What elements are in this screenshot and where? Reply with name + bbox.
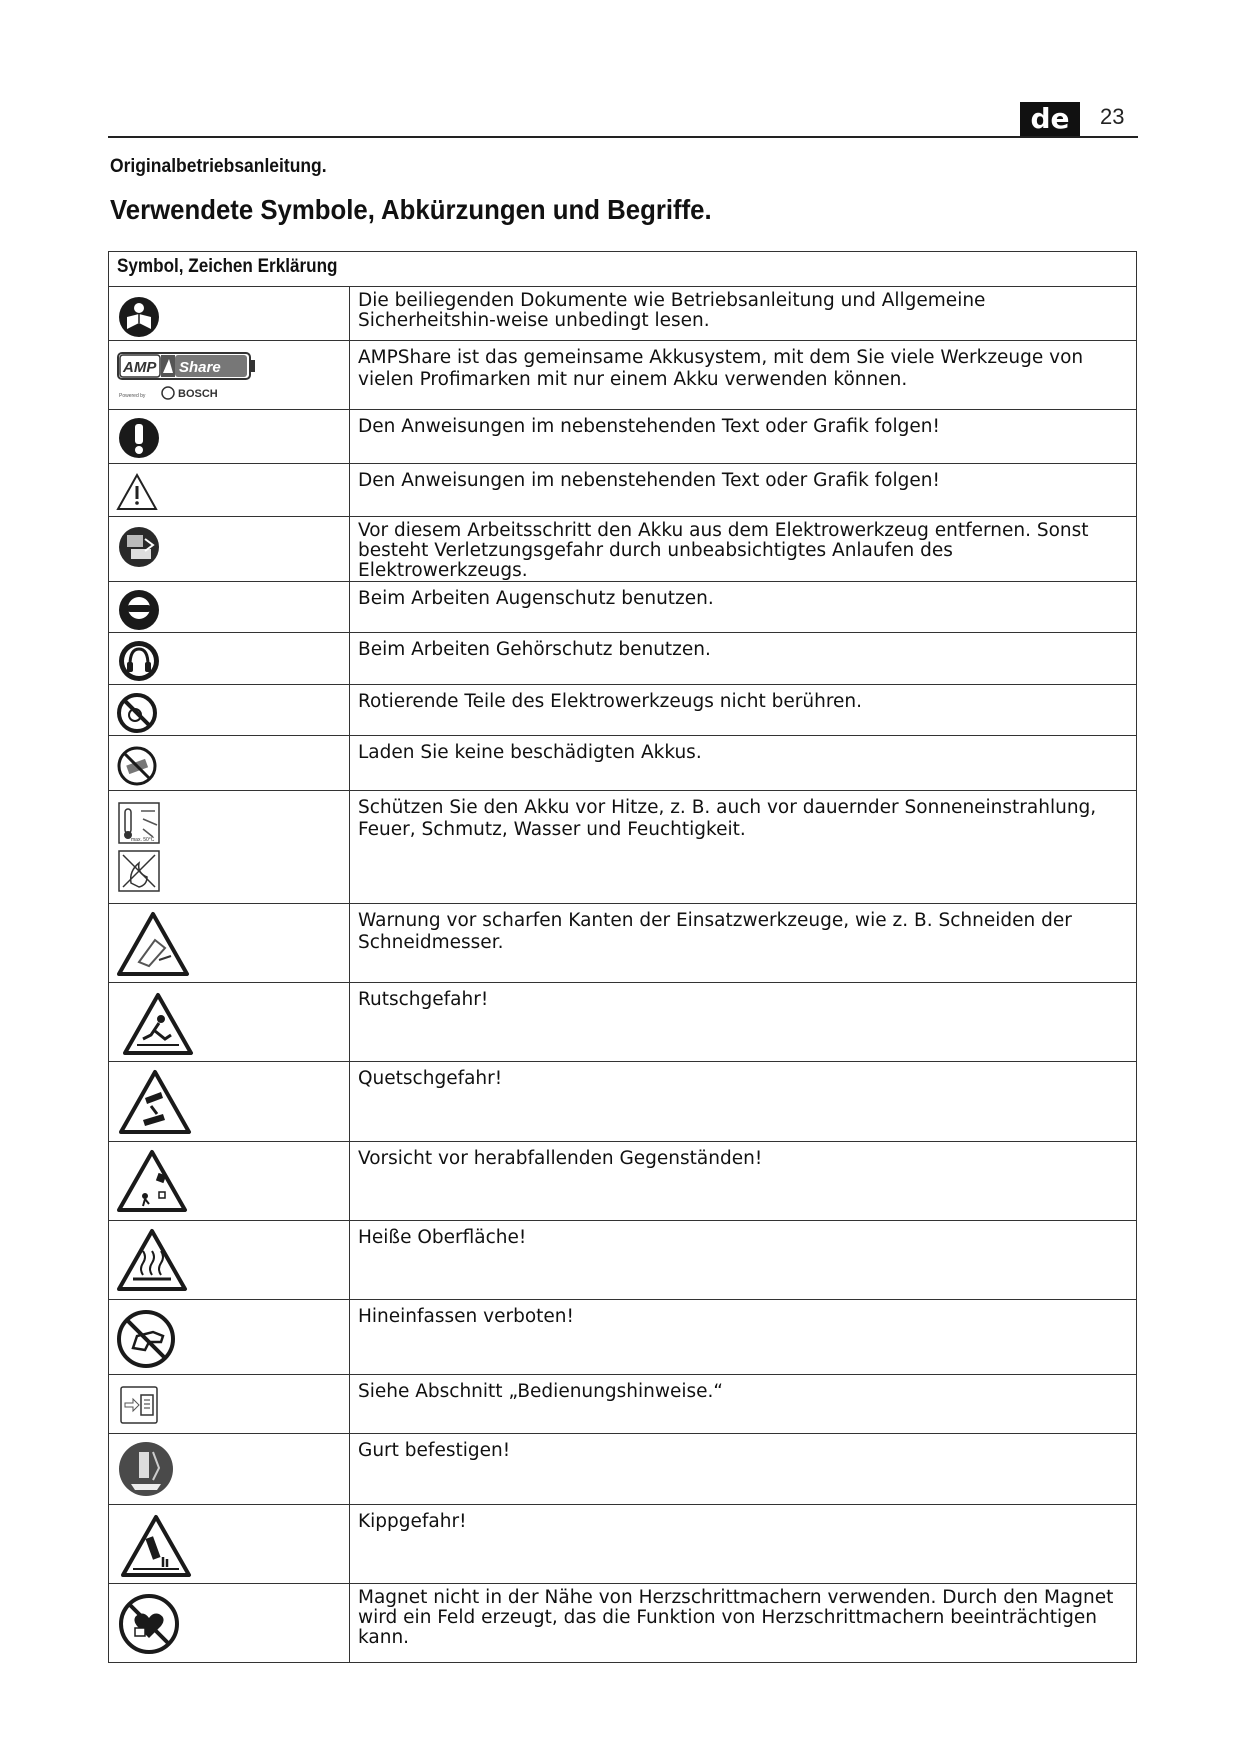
svg-text:BOSCH: BOSCH: [178, 388, 218, 400]
remove-battery-icon: [117, 525, 161, 569]
description-cell: Siehe Abschnitt „Bedienungshinweise.“: [350, 1375, 1137, 1434]
description-cell: Kippgefahr!: [350, 1505, 1137, 1584]
symbol-cell: [109, 736, 350, 791]
symbol-cell: [109, 633, 350, 685]
table-row: [109, 983, 1137, 1062]
symbol-cell: [109, 410, 350, 464]
table-header-row: [109, 252, 1137, 287]
document-subtitle: Originalbetriebsanleitung.: [110, 156, 327, 177]
table-row: [109, 1221, 1137, 1300]
symbol-cell: [109, 1434, 350, 1505]
description-cell: Den Anweisungen im nebenstehenden Text oder Grafik folgen!: [350, 410, 1137, 464]
warning-triangle-icon: [115, 472, 159, 512]
no-reaching-in-icon: [115, 1308, 177, 1370]
falling-objects-icon: [115, 1148, 189, 1214]
see-section-icon: [119, 1385, 161, 1425]
symbol-cell: [109, 1300, 350, 1375]
symbol-cell: [109, 1505, 350, 1584]
description-cell: AMPShare ist das gemeinsame Akkusystem, mit dem Sie viele Werkzeuge von vielen Profimarken mit nur einem Akku verwenden können.: [350, 341, 1137, 410]
hearing-protection-icon: [117, 639, 161, 683]
description-cell: Warnung vor scharfen Kanten der Einsatzwerkzeuge, wie z. B. Schneiden der Schneidmesser.: [350, 904, 1137, 983]
description-cell: Rutschgefahr!: [350, 983, 1137, 1062]
table-row: [109, 1142, 1137, 1221]
hot-surface-icon: [115, 1227, 189, 1293]
symbol-cell: [109, 1142, 350, 1221]
description-cell: Quetschgefahr!: [350, 1062, 1137, 1142]
no-damaged-battery-icon: [115, 744, 159, 788]
svg-text:Powered by: Powered by: [119, 393, 146, 399]
symbol-cell: [109, 1375, 350, 1434]
table-row: [109, 1062, 1137, 1142]
description-cell: Den Anweisungen im nebenstehenden Text oder Grafik folgen!: [350, 464, 1137, 517]
description-cell: Rotierende Teile des Elektrowerkzeugs nicht berühren.: [350, 685, 1137, 736]
battery-heat-protection-icon: [117, 801, 163, 893]
table-row: [109, 736, 1137, 791]
description-cell: Heiße Oberfläche!: [350, 1221, 1137, 1300]
symbol-cell: [109, 287, 350, 341]
table-row: [109, 582, 1137, 633]
table-header: Symbol, Zeichen Erklärung: [109, 252, 1137, 287]
svg-text:Share: Share: [179, 359, 221, 376]
read-manual-icon: [117, 295, 161, 339]
description-cell: Vor diesem Arbeitsschritt den Akku aus dem Elektrowerkzeug entfernen. Sonst besteht Verletzungsgefahr durch unbeabsichtigtes Anlaufen des Elektrowerkzeugs.: [350, 517, 1137, 582]
eye-protection-icon: [117, 588, 161, 632]
mandatory-exclamation-icon: [117, 416, 161, 460]
page-number: 23: [1100, 104, 1125, 129]
symbol-cell: [109, 1584, 350, 1663]
svg-text:AMP: AMP: [123, 359, 157, 376]
symbol-cell: [109, 341, 350, 410]
table-row: [109, 1300, 1137, 1375]
description-cell: Gurt befestigen!: [350, 1434, 1137, 1505]
symbol-cell: [109, 582, 350, 633]
table-row: [109, 410, 1137, 464]
description-cell: Schützen Sie den Akku vor Hitze, z. B. auch vor dauernder Sonneneinstrahlung, Feuer, Schmutz, Wasser und Feuchtigkeit.: [350, 791, 1137, 904]
table-row: [109, 685, 1137, 736]
header-rule: [108, 136, 1138, 138]
symbol-cell: [109, 1221, 350, 1300]
description-cell: Hineinfassen verboten!: [350, 1300, 1137, 1375]
symbol-cell: [109, 791, 350, 904]
table-row: [109, 904, 1137, 983]
table-row: [109, 517, 1137, 582]
table-row: [109, 1505, 1137, 1584]
table-row: [109, 1584, 1137, 1663]
table-row: [109, 341, 1137, 410]
description-cell: Beim Arbeiten Augenschutz benutzen.: [350, 582, 1137, 633]
no-pacemaker-icon: [117, 1592, 181, 1656]
symbol-cell: [109, 983, 350, 1062]
sharp-edges-warning-icon: [115, 910, 191, 978]
table-row: [109, 1375, 1137, 1434]
description-cell: Laden Sie keine beschädigten Akkus.: [350, 736, 1137, 791]
symbol-cell: [109, 464, 350, 517]
symbol-cell: [109, 517, 350, 582]
description-cell: Vorsicht vor herabfallenden Gegenständen!: [350, 1142, 1137, 1221]
symbol-cell: [109, 1062, 350, 1142]
ampshare-logo: [117, 351, 263, 403]
svg-text:max. 50°C: max. 50°C: [131, 837, 155, 843]
symbol-cell: [109, 904, 350, 983]
slip-hazard-icon: [121, 991, 195, 1057]
table-row: [109, 287, 1137, 341]
description-cell: Magnet nicht in der Nähe von Herzschrittmachern verwenden. Durch den Magnet wird ein Feld erzeugt, das die Funktion von Herzschrittmachern beeinträchtigen kann.: [350, 1584, 1137, 1663]
fasten-strap-icon: [117, 1440, 175, 1498]
symbols-table: [108, 251, 1137, 1663]
tipping-hazard-icon: [119, 1513, 193, 1579]
symbol-cell: [109, 685, 350, 736]
table-row: [109, 791, 1137, 904]
document-title: Verwendete Symbole, Abkürzungen und Begriffe.: [110, 194, 712, 225]
table-row: [109, 464, 1137, 517]
crush-hazard-icon: [117, 1068, 193, 1136]
no-touch-rotating-icon: [115, 691, 159, 735]
table-row: [109, 633, 1137, 685]
table-row: [109, 1434, 1137, 1505]
description-cell: Die beiliegenden Dokumente wie Betriebsanleitung und Allgemeine Sicherheitshin-weise unbedingt lesen.: [350, 287, 1137, 341]
language-badge: de: [1020, 102, 1080, 136]
description-cell: Beim Arbeiten Gehörschutz benutzen.: [350, 633, 1137, 685]
